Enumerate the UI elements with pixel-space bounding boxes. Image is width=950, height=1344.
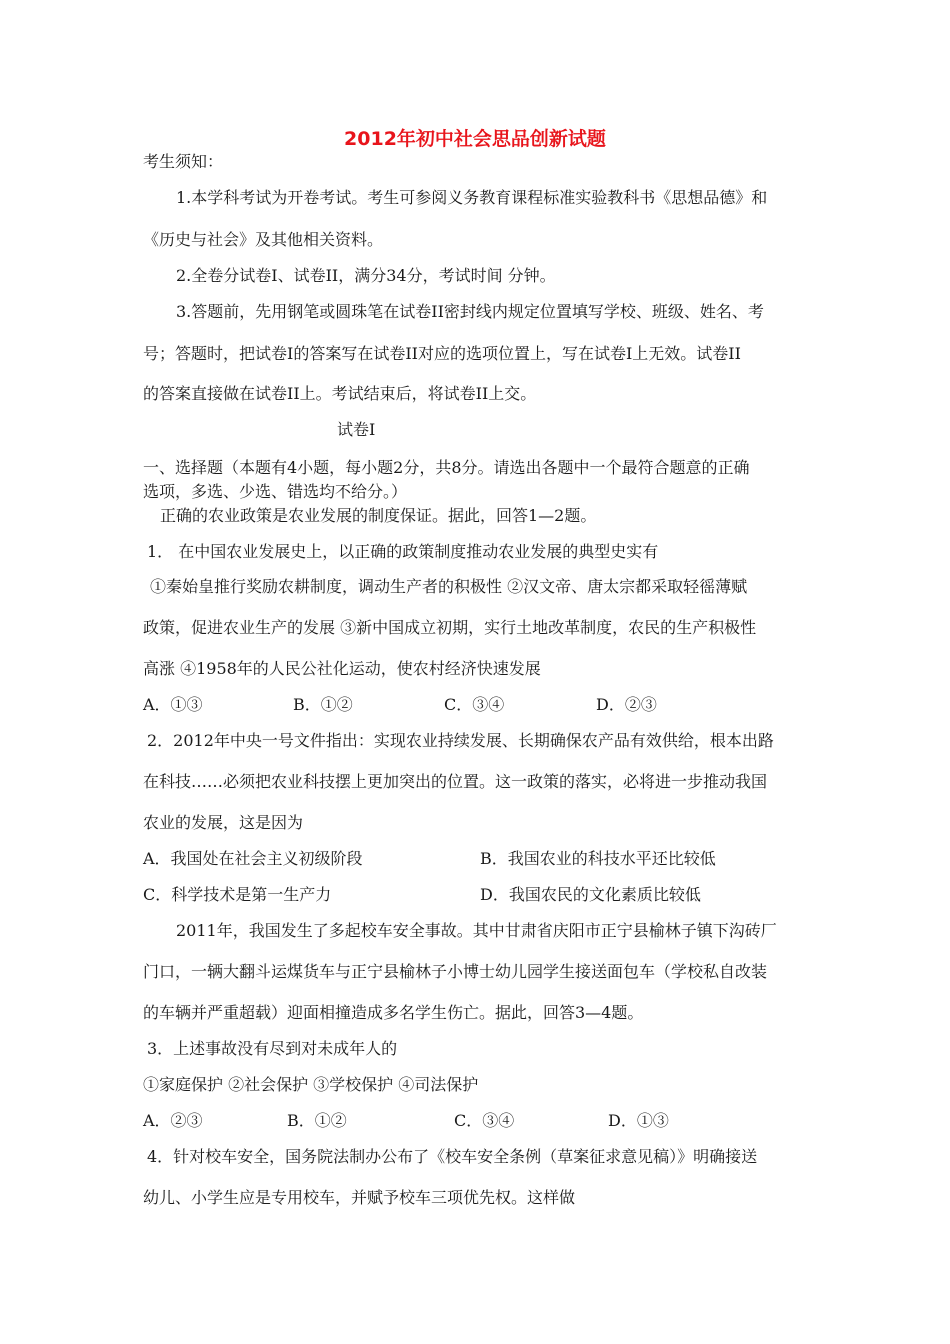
- intro-text: 2011年，我国发生了多起校车安全事故。其中甘肃省庆阳市正宁县榆林子镇下沟砖厂: [176, 921, 777, 940]
- question-3-option-b: B．①②: [287, 1111, 347, 1130]
- intro-text: 的车辆并严重超载）迎面相撞造成多名学生伤亡。据此，回答3—4题。: [143, 1003, 644, 1022]
- question-1-option-a: A．①③: [143, 695, 203, 714]
- question-3-option-a: A．②③: [143, 1111, 203, 1130]
- question-3-stem: 3．上述事故没有尽到对未成年人的: [147, 1039, 398, 1058]
- notice-line: 2.全卷分试卷I、试卷II，满分34分，考试时间 分钟。: [176, 266, 556, 285]
- question-1-line: 高涨 ④1958年的人民公社化运动，使农村经济快速发展: [143, 659, 541, 678]
- question-1-stem: 1． 在中国农业发展史上，以正确的政策制度推动农业发展的典型史实有: [147, 542, 659, 561]
- question-2-option-c: C．科学技术是第一生产力: [143, 885, 332, 904]
- notice-line: 《历史与社会》及其他相关资料。: [143, 230, 384, 249]
- notice-line: 3.答题前，先用钢笔或圆珠笔在试卷II密封线内规定位置填写学校、班级、姓名、考: [176, 302, 764, 321]
- question-3-option-c: C．③④: [454, 1111, 515, 1130]
- notice-line: 的答案直接做在试卷II上。考试结束后，将试卷II上交。: [143, 384, 537, 403]
- question-2-option-a: A．我国处在社会主义初级阶段: [143, 849, 363, 868]
- question-2-option-b: B．我国农业的科技水平还比较低: [480, 849, 716, 868]
- intro-text: 门口，一辆大翻斗运煤货车与正宁县榆林子小博士幼儿园学生接送面包车（学校私自改装: [143, 962, 768, 981]
- question-4-line: 幼儿、小学生应是专用校车，并赋予校车三项优先权。这样做: [143, 1188, 576, 1207]
- question-1-line: ①秦始皇推行奖励农耕制度，调动生产者的积极性 ②汉文帝、唐太宗都采取轻徭薄赋: [150, 577, 748, 596]
- notice-line: 号；答题时，把试卷I的答案写在试卷II对应的选项位置上，写在试卷I上无效。试卷II: [143, 344, 741, 363]
- section-heading: 一、选择题（本题有4小题，每小题2分，共8分。请选出各题中一个最符合题意的正确: [143, 458, 750, 477]
- page-title: 2012年初中社会思品创新试题: [344, 128, 606, 150]
- question-1-line: 政策，促进农业生产的发展 ③新中国成立初期，实行土地改革制度，农民的生产积极性: [143, 618, 757, 637]
- section-heading: 选项，多选、少选、错选均不给分。）: [143, 482, 408, 501]
- question-1-option-d: D．②③: [596, 695, 657, 714]
- question-3-items: ①家庭保护 ②社会保护 ③学校保护 ④司法保护: [143, 1075, 479, 1094]
- paper-label: 试卷I: [337, 420, 376, 439]
- question-3-option-d: D．①③: [608, 1111, 669, 1130]
- question-2-line: 农业的发展，这是因为: [143, 813, 304, 832]
- question-2-line: 在科技……必须把农业科技摆上更加突出的位置。这一政策的落实，必将进一步推动我国: [143, 772, 768, 791]
- question-4-line: 4．针对校车安全，国务院法制办公布了《校车安全条例（草案征求意见稿）》明确接送: [147, 1147, 758, 1166]
- notice-header: 考生须知：: [143, 152, 224, 171]
- intro-text: 正确的农业政策是农业发展的制度保证。据此，回答1—2题。: [160, 506, 597, 525]
- question-2-option-d: D．我国农民的文化素质比较低: [480, 885, 701, 904]
- notice-line: 1.本学科考试为开卷考试。考生可参阅义务教育课程标准实验教科书《思想品德》和: [176, 188, 768, 207]
- question-2-line: 2．2012年中央一号文件指出：实现农业持续发展、长期确保农产品有效供给，根本出路: [147, 731, 774, 750]
- question-1-option-b: B．①②: [293, 695, 353, 714]
- question-1-option-c: C．③④: [444, 695, 505, 714]
